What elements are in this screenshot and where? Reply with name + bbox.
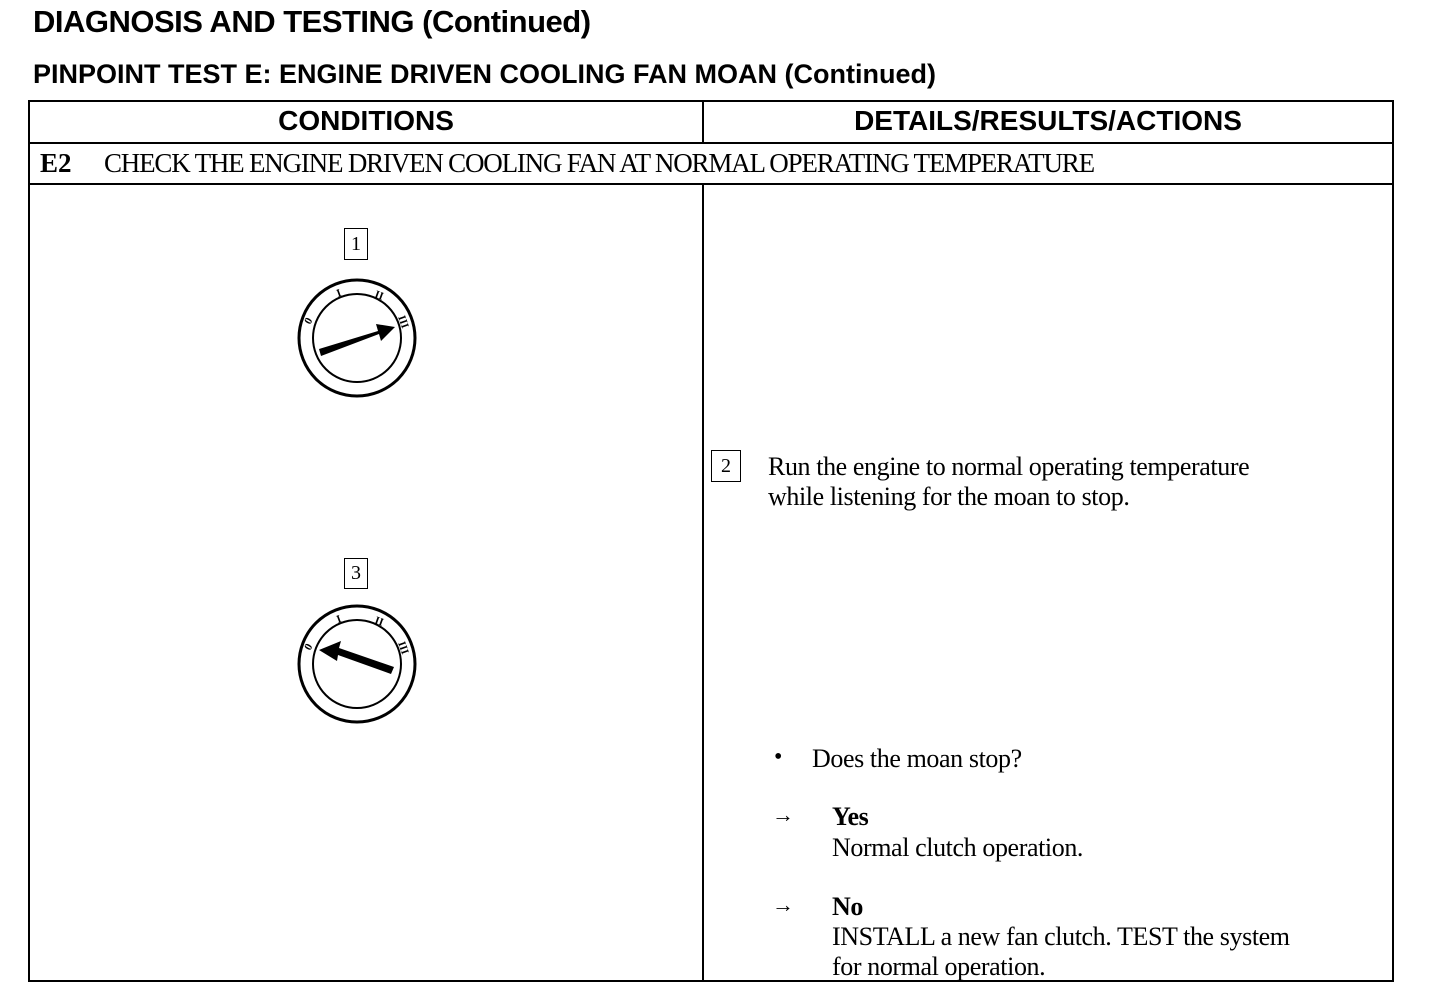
ignition-switch-off-icon <box>294 601 420 727</box>
no-arrow-icon: → <box>772 892 794 917</box>
no-action-line-1: INSTALL a new fan clutch. TEST the system <box>832 922 1290 951</box>
dial-label-3: III <box>395 639 411 657</box>
document-title: DIAGNOSIS AND TESTING (Continued) <box>33 4 591 39</box>
dial-label-0: 0 <box>302 315 316 327</box>
pinpoint-test-title: PINPOINT TEST E: ENGINE DRIVEN COOLING FAN MOAN (Continued) <box>33 59 936 89</box>
header-divider <box>30 142 1392 144</box>
yes-action: Normal clutch operation. <box>832 833 1084 862</box>
dial-label-3: III <box>395 313 411 331</box>
no-label: No <box>832 892 863 921</box>
step-3-box: 3 <box>344 558 368 589</box>
pinpoint-test-table <box>28 100 1394 982</box>
step-title: CHECK THE ENGINE DRIVEN COOLING FAN AT NORMAL OPERATING TEMPERATURE <box>104 148 1094 178</box>
ignition-switch-run-icon <box>294 275 420 401</box>
step-2-box: 2 <box>711 450 741 482</box>
question-text: Does the moan stop? <box>812 744 1022 773</box>
dial-label-1: I <box>334 613 344 626</box>
details-column-header: DETAILS/RESULTS/ACTIONS <box>854 105 1242 136</box>
body-column-divider <box>702 183 704 980</box>
no-action-line-2: for normal operation. <box>832 952 1046 981</box>
dial-label-1: I <box>334 287 344 300</box>
question-bullet: • <box>774 744 783 770</box>
dial-label-2: II <box>372 614 386 629</box>
yes-arrow-icon: → <box>772 802 794 827</box>
step-2-line-1: Run the engine to normal operating temperature <box>768 452 1250 481</box>
conditions-column-header: CONDITIONS <box>278 105 454 136</box>
step-code: E2 <box>40 148 72 178</box>
step-1-box: 1 <box>344 228 368 260</box>
dial-label-2: II <box>372 288 386 303</box>
yes-label: Yes <box>832 802 869 831</box>
row-title-divider <box>30 183 1392 185</box>
step-2-line-2: while listening for the moan to stop. <box>768 482 1130 511</box>
dial-label-0: 0 <box>302 641 316 653</box>
